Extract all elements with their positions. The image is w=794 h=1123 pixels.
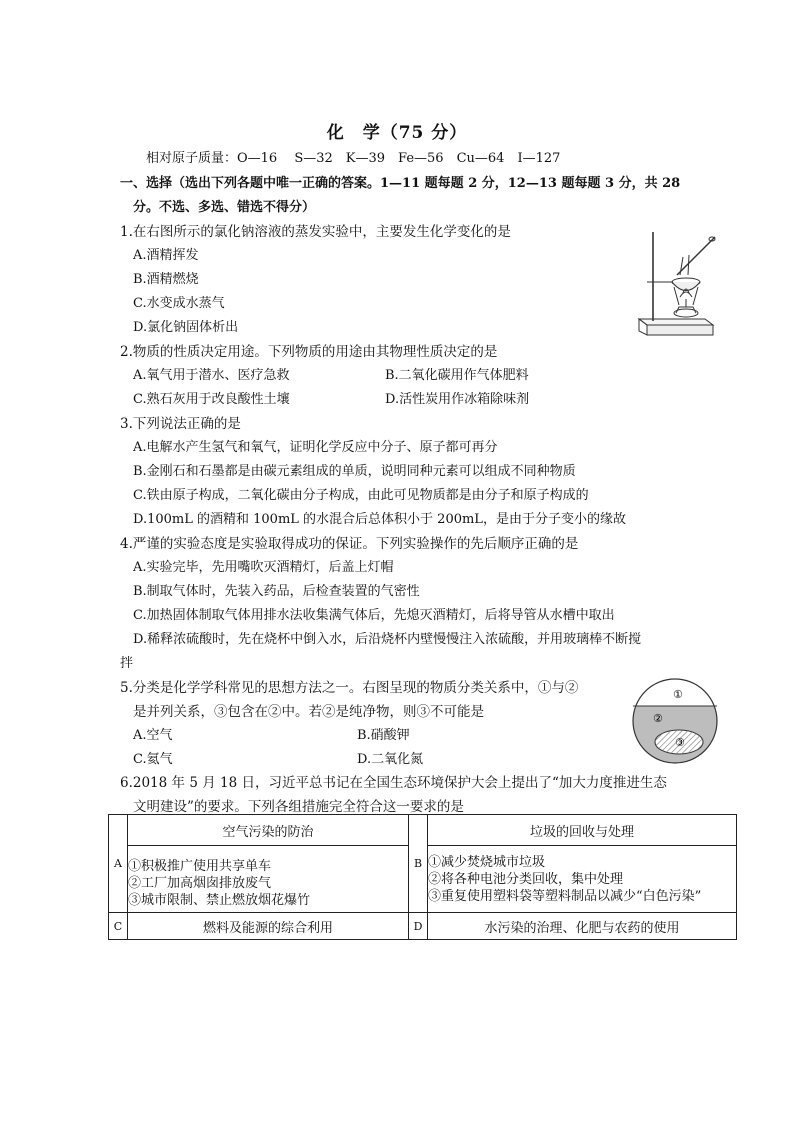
section-heading-line1: 一、选择（选出下列各题中唯一正确的答案。1—11 题每题 2 分，12—13 题每题 3 分，共 28	[120, 176, 681, 191]
q2-option-b: B.二氧化碳用作气体肥料	[385, 368, 529, 383]
table-header-c: 燃料及能源的综合利用	[128, 913, 409, 940]
table-cell-a	[128, 846, 409, 913]
q2-option-a: A.氧气用于潜水、医疗急救	[133, 368, 290, 383]
question-3-stem: 3.下列说法正确的是	[120, 416, 241, 432]
question-5-stem-line2: 是并列关系，③包含在②中。若②是纯净物，则③不可能是	[133, 704, 484, 720]
table-b-item-3: ③重复使用塑料袋等塑料制品以减少“白色污染”	[428, 888, 702, 904]
question-4-stem: 4.严谨的实验态度是实验取得成功的保证。下列实验操作的先后顺序正确的是	[120, 536, 579, 552]
question-1-stem: 1.在右图所示的氯化钠溶液的蒸发实验中，主要发生化学变化的是	[120, 224, 511, 240]
table-cell-b	[428, 846, 737, 913]
classification-circle-figure	[631, 674, 719, 768]
q6-options-table	[108, 814, 737, 940]
circle-label-1: ①	[673, 688, 683, 701]
q1-option-a: A.酒精挥发	[133, 248, 199, 263]
circle-label-3: ③	[675, 736, 685, 749]
question-5-stem-line1: 5.分类是化学学科常见的思想方法之一。右图呈现的物质分类关系中，①与②	[120, 680, 579, 696]
atomic-mass-line: 相对原子质量：O—16 S—32 K—39 Fe—56 Cu—64 I—127	[146, 151, 561, 166]
question-6-stem-line1: 6.2018 年 5 月 18 日，习近平总书记在全国生态环境保护大会上提出了“加大力度推进生态	[120, 775, 667, 791]
q3-option-b: B.金刚石和石墨都是由碳元素组成的单质，说明同种元素可以组成不同种物质	[133, 464, 576, 479]
table-label-c: C	[109, 913, 128, 940]
question-6-stem-line2: 文明建设”的要求。下列各组措施完全符合这一要求的是	[133, 799, 464, 815]
q4-option-a: A.实验完毕，先用嘴吹灭酒精灯，后盖上灯帽	[133, 560, 394, 575]
q1-option-c: C.水变成水蒸气	[133, 296, 225, 311]
table-label-d: D	[409, 913, 428, 940]
table-a-item-1: ①积极推广使用共享单车	[128, 858, 272, 874]
table-header-b: 垃圾的回收与处理	[428, 815, 737, 846]
circle-label-2: ②	[653, 712, 663, 725]
q5-option-d: D.二氧化氮	[357, 752, 424, 767]
table-header-a: 空气污染的防治	[128, 815, 409, 846]
q3-option-a: A.电解水产生氢气和氧气，证明化学反应中分子、原子都可再分	[133, 440, 498, 455]
q3-option-d: D.100mL 的酒精和 100mL 的水混合后总体积小于 200mL，是由于分子变小的缘故	[133, 512, 626, 527]
q3-option-c: C.铁由原子构成，二氧化碳由分子构成，由此可见物质都是由分子和原子构成的	[133, 488, 589, 503]
q5-option-b: B.硝酸钾	[357, 728, 410, 743]
q1-option-d: D.氯化钠固体析出	[133, 320, 239, 335]
q4-option-b: B.制取气体时，先装入药品，后检查装置的气密性	[133, 584, 420, 599]
q2-option-c: C.熟石灰用于改良酸性土壤	[133, 392, 290, 407]
page-title: 化 学（75 分）	[326, 123, 468, 143]
table-label-b: B	[409, 815, 428, 913]
table-b-item-2: ②将各种电池分类回收，集中处理	[428, 871, 624, 887]
evaporation-apparatus-figure	[633, 227, 718, 337]
table-a-item-2: ②工厂加高烟囱排放废气	[128, 875, 272, 891]
question-2-stem: 2.物质的性质决定用途。下列物质的用途由其物理性质决定的是	[120, 344, 498, 360]
q5-option-a: A.空气	[133, 728, 173, 743]
q4-option-c: C.加热固体制取气体用排水法收集满气体后，先熄灭酒精灯，后将导管从水槽中取出	[133, 608, 615, 623]
q1-option-b: B.酒精燃烧	[133, 272, 199, 287]
table-a-item-3: ③城市限制、禁止燃放烟花爆竹	[128, 892, 311, 908]
q4-option-d-wrap: 拌	[120, 656, 134, 671]
q4-option-d: D.稀释浓硫酸时，先在烧杯中倒入水，后沿烧杯内壁慢慢注入浓硫酸，并用玻璃棒不断搅	[133, 632, 642, 647]
section-heading-line2: 分。不选、多选、错选不得分）	[133, 200, 316, 215]
q2-option-d: D.活性炭用作冰箱除味剂	[385, 392, 530, 407]
table-b-item-1: ①减少焚烧城市垃圾	[428, 854, 546, 870]
table-header-d: 水污染的治理、化肥与农药的使用	[428, 913, 737, 940]
table-label-a: A	[109, 815, 128, 913]
q5-option-c: C.氦气	[133, 752, 173, 767]
